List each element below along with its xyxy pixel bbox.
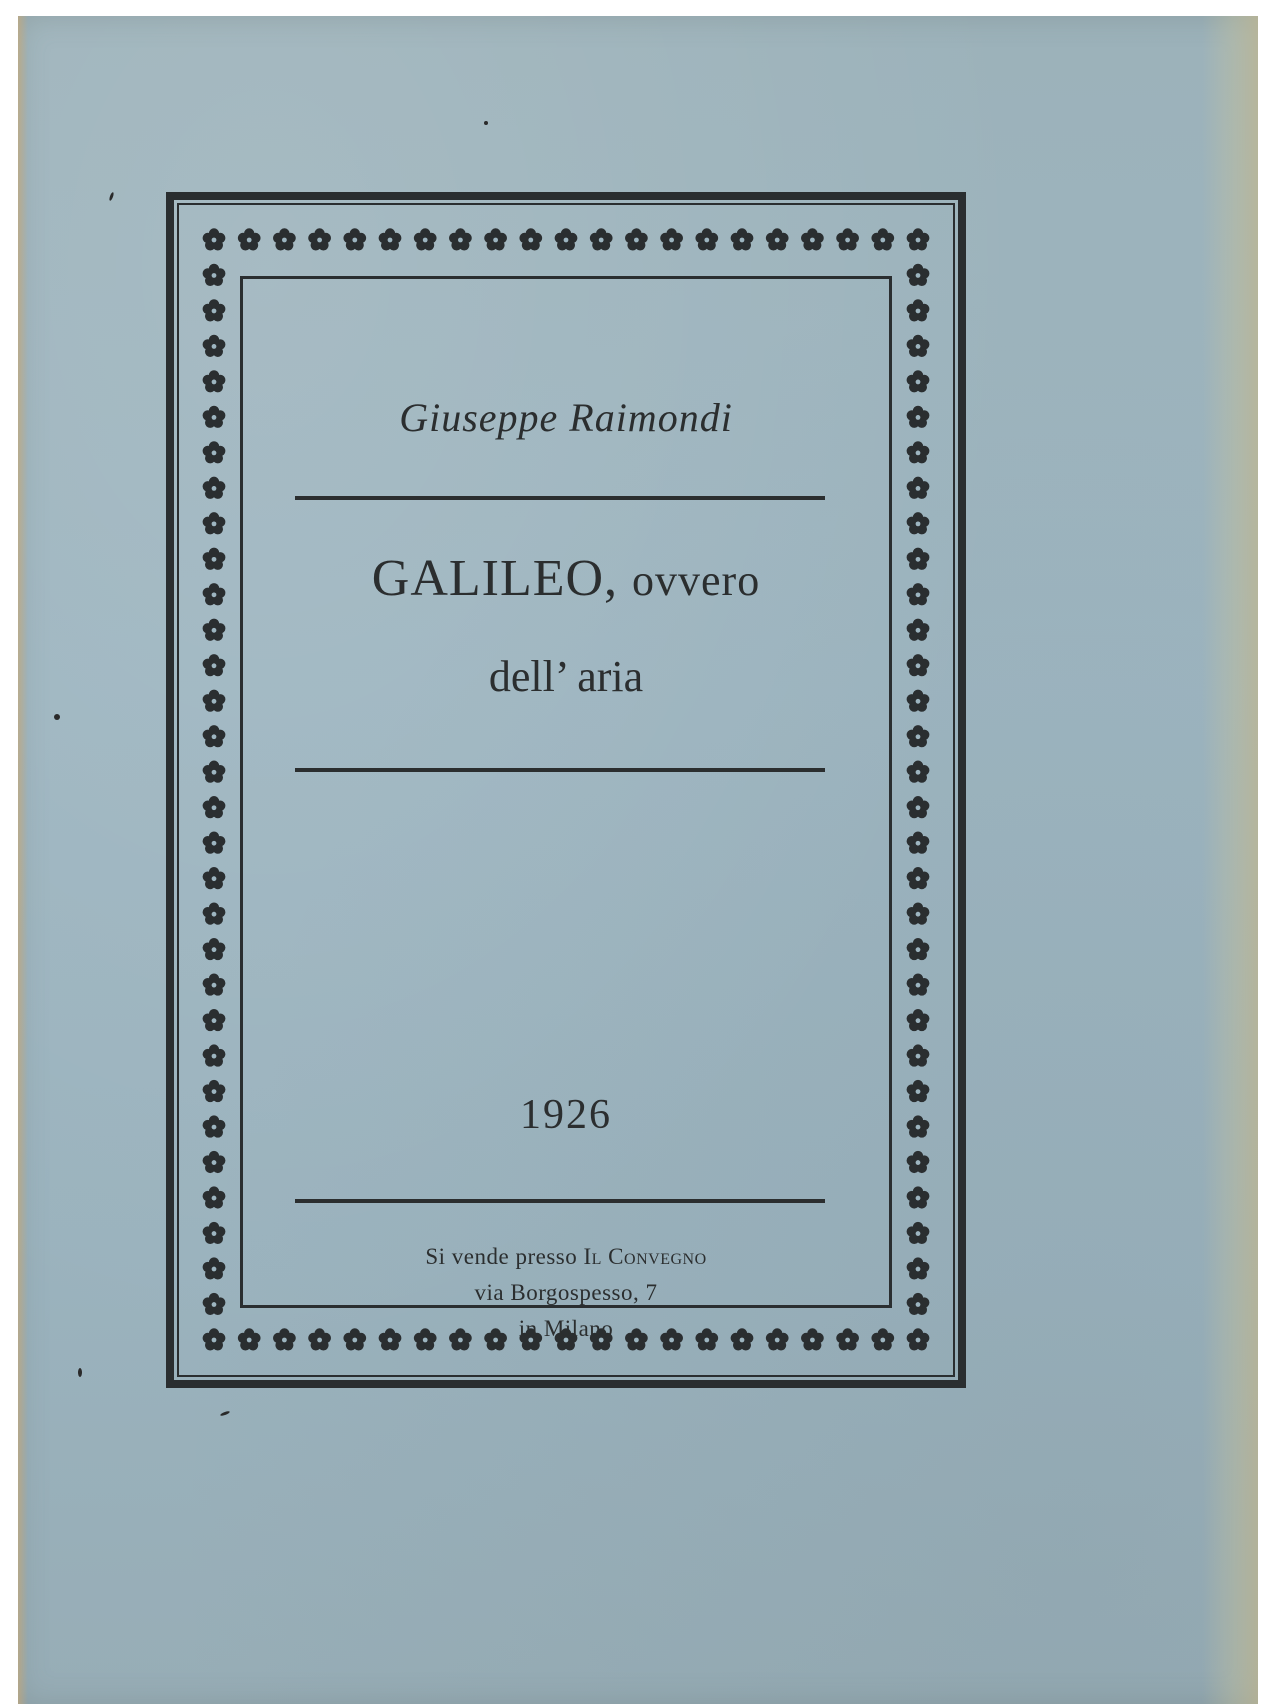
flower-icon <box>907 264 930 286</box>
flower-icon <box>308 228 331 250</box>
flower-icon <box>203 619 226 641</box>
flower-icon <box>203 902 226 924</box>
flower-icon <box>203 1328 226 1350</box>
flower-icon <box>660 1328 683 1350</box>
publisher-imprint <box>243 1239 889 1347</box>
flower-icon <box>907 832 930 854</box>
flower-icon <box>590 228 613 250</box>
flower-icon <box>203 654 226 676</box>
flower-icon <box>203 1009 226 1031</box>
flower-icon <box>519 1328 542 1350</box>
flower-icon <box>203 867 226 889</box>
flower-icon <box>343 1328 366 1350</box>
flower-icon <box>907 1257 930 1279</box>
flower-icon <box>555 1328 578 1350</box>
flower-icon <box>907 1222 930 1244</box>
flower-icon <box>203 796 226 818</box>
flower-icon <box>203 761 226 783</box>
flower-icon <box>907 654 930 676</box>
paper-speck <box>484 121 488 125</box>
paper-speck <box>220 1410 230 1416</box>
paper-edge-wear-left <box>18 16 28 1704</box>
flower-icon <box>203 1151 226 1173</box>
flower-icon <box>801 1328 824 1350</box>
book-title-line-2: dell’ aria <box>488 652 644 701</box>
flower-icon <box>907 583 930 605</box>
flower-icon <box>907 619 930 641</box>
flower-icon <box>203 1115 226 1137</box>
book-cover <box>18 16 1258 1704</box>
imprint-line-2: via Borgospesso, 7 <box>474 1280 658 1305</box>
paper-speck <box>109 192 115 201</box>
flower-icon <box>907 512 930 534</box>
flower-icon <box>238 1328 261 1350</box>
flower-icon <box>203 1044 226 1066</box>
flower-icon <box>907 370 930 392</box>
paper-edge-wear <box>1202 16 1258 1704</box>
flower-icon <box>203 973 226 995</box>
flower-icon <box>203 512 226 534</box>
flower-icon <box>731 228 754 250</box>
title-conjunction: ovvero <box>632 556 761 605</box>
flower-icon <box>203 583 226 605</box>
flower-icon <box>414 228 437 250</box>
divider-rule <box>295 496 825 500</box>
flower-icon <box>695 1328 718 1350</box>
flower-icon <box>907 1009 930 1031</box>
flower-icon <box>203 1222 226 1244</box>
flower-icon <box>836 1328 859 1350</box>
flower-icon <box>203 832 226 854</box>
floral-border <box>194 220 938 1360</box>
flower-icon <box>203 406 226 428</box>
flower-icon <box>625 228 648 250</box>
book-title-line-1 <box>243 549 889 608</box>
flower-icon <box>203 938 226 960</box>
author-name: Giuseppe Raimondi <box>399 395 733 440</box>
flower-icon <box>203 1186 226 1208</box>
flower-icon <box>660 228 683 250</box>
flower-icon <box>203 228 226 250</box>
flower-icon <box>907 228 930 250</box>
flower-icon <box>379 1328 402 1350</box>
flower-icon <box>907 867 930 889</box>
flower-icon <box>625 1328 648 1350</box>
flower-icon <box>273 1328 296 1350</box>
flower-icon <box>907 406 930 428</box>
divider-rule <box>295 768 825 772</box>
flower-icon <box>907 938 930 960</box>
title-panel <box>240 276 892 1341</box>
flower-icon <box>907 761 930 783</box>
publisher-name: Il Convegno <box>583 1244 707 1269</box>
imprint-line-3: in Milano <box>518 1316 614 1341</box>
flower-icon <box>449 228 472 250</box>
flower-icon <box>203 725 226 747</box>
flower-icon <box>907 690 930 712</box>
flower-icon <box>203 690 226 712</box>
flower-icon <box>907 548 930 570</box>
flower-icon <box>907 1115 930 1137</box>
flower-icon <box>836 228 859 250</box>
flower-icon <box>343 228 366 250</box>
flower-icon <box>449 1328 472 1350</box>
flower-icon <box>414 1328 437 1350</box>
flower-icon <box>907 796 930 818</box>
flower-icon <box>766 1328 789 1350</box>
flower-icon <box>203 477 226 499</box>
flower-icon <box>907 1293 930 1315</box>
flower-icon <box>203 264 226 286</box>
flower-icon <box>590 1328 613 1350</box>
flower-icon <box>203 1293 226 1315</box>
flower-icon <box>555 228 578 250</box>
flower-icon <box>871 1328 894 1350</box>
flower-icon <box>907 477 930 499</box>
flower-icon <box>907 1328 930 1350</box>
flower-icon <box>907 902 930 924</box>
flower-icon <box>203 441 226 463</box>
flower-icon <box>238 228 261 250</box>
flower-icon <box>907 1186 930 1208</box>
flower-icon <box>203 1080 226 1102</box>
title-main: GALILEO, <box>371 550 619 607</box>
paper-speck <box>78 1368 82 1377</box>
flower-icon <box>907 441 930 463</box>
flower-icon <box>203 335 226 357</box>
flower-icon <box>519 228 542 250</box>
flower-icon <box>801 228 824 250</box>
flower-icon <box>379 228 402 250</box>
flower-icon <box>871 228 894 250</box>
imprint-prefix: Si vende presso <box>425 1244 578 1269</box>
flower-icon <box>907 1044 930 1066</box>
flower-icon <box>273 228 296 250</box>
flower-icon <box>907 299 930 321</box>
paper-speck <box>54 714 60 720</box>
flower-icon <box>907 1080 930 1102</box>
flower-icon <box>484 228 507 250</box>
flower-icon <box>308 1328 331 1350</box>
flower-icon <box>907 973 930 995</box>
flower-icon <box>766 228 789 250</box>
flower-icon <box>907 725 930 747</box>
flower-icon <box>907 335 930 357</box>
flower-icon <box>203 1257 226 1279</box>
flower-icon <box>203 548 226 570</box>
ornamental-frame <box>166 192 966 1388</box>
flower-icon <box>194 220 938 1360</box>
flower-icon <box>203 370 226 392</box>
flower-icon <box>907 1151 930 1173</box>
flower-icon <box>731 1328 754 1350</box>
flower-icon <box>203 299 226 321</box>
publication-year: 1926 <box>520 1092 612 1138</box>
flower-icon <box>695 228 718 250</box>
divider-rule <box>295 1199 825 1203</box>
imprint-line-1 <box>243 1239 889 1275</box>
flower-icon <box>484 1328 507 1350</box>
